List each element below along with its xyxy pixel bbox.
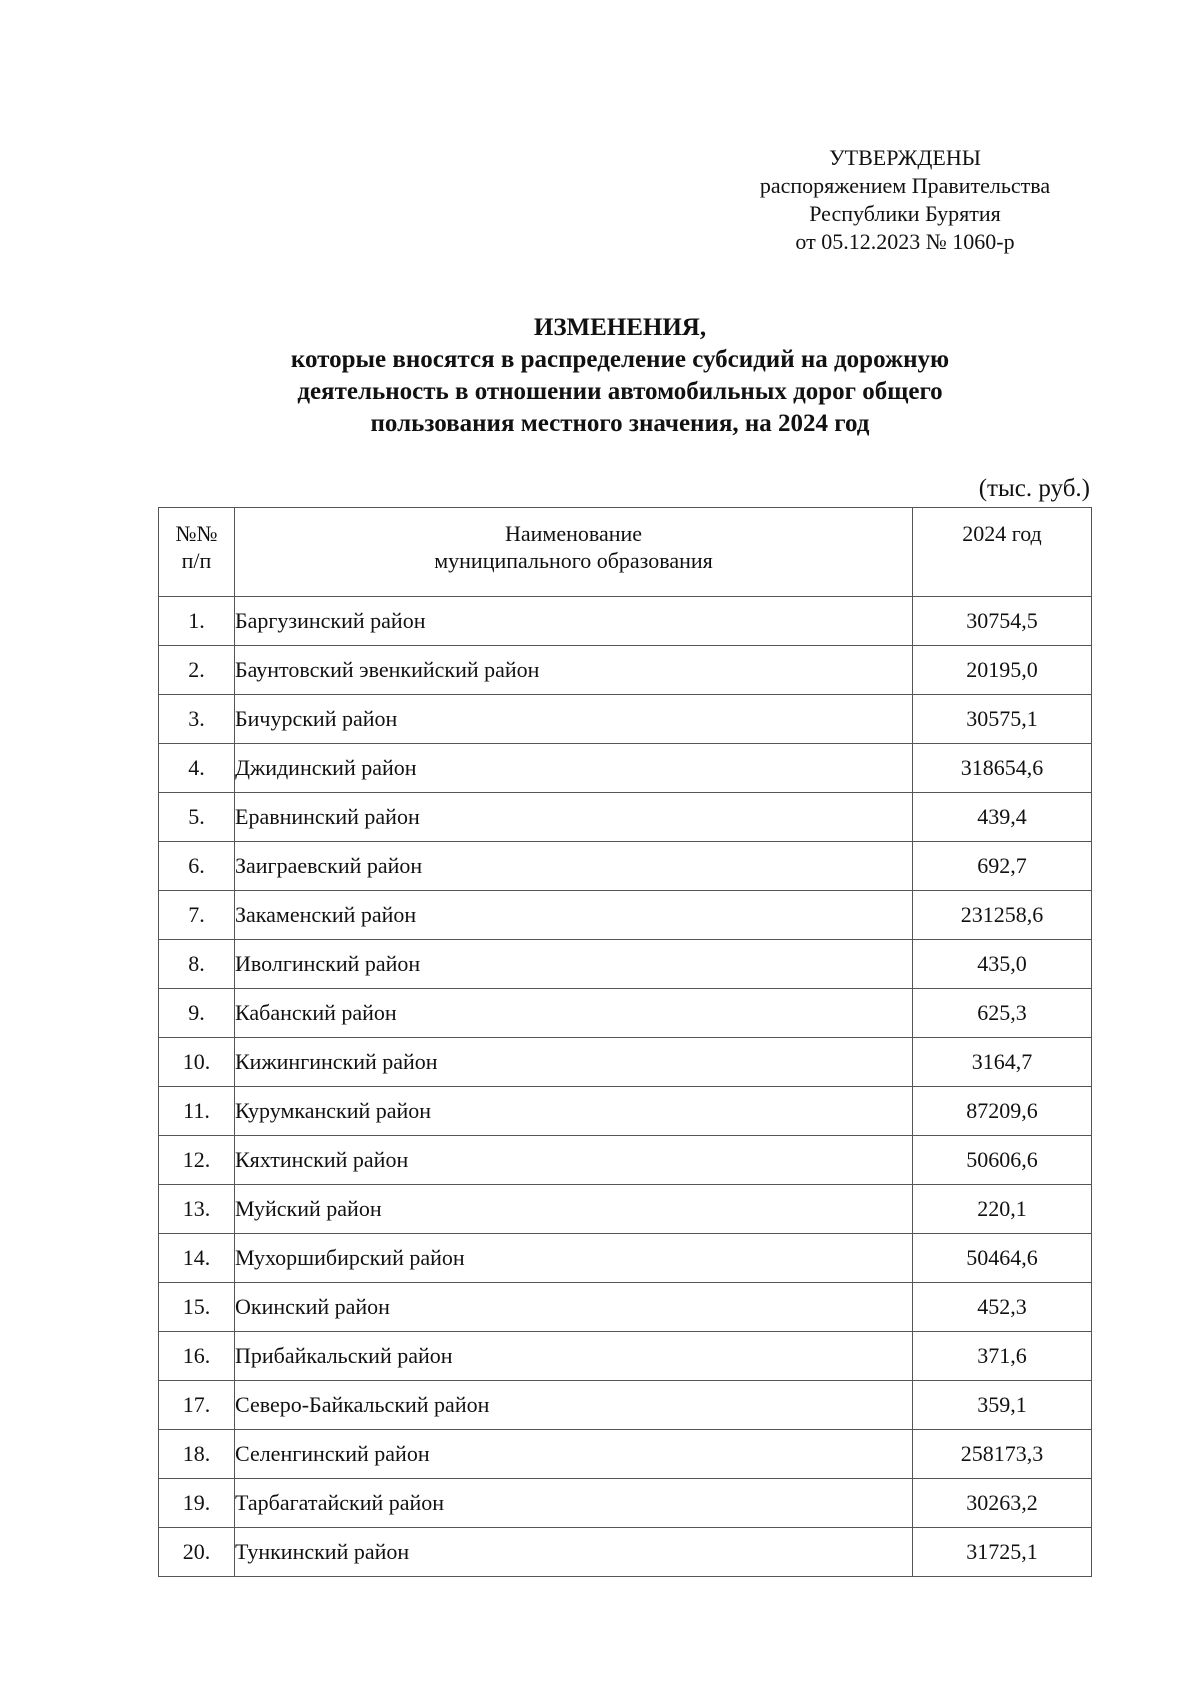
row-number: 2. xyxy=(159,646,235,695)
table-row xyxy=(159,1479,1092,1528)
row-amount: 30754,5 xyxy=(913,597,1092,646)
row-number: 19. xyxy=(159,1479,235,1528)
row-amount: 50464,6 xyxy=(913,1234,1092,1283)
approval-government: Республики Бурятия xyxy=(809,201,1001,226)
header-municipality-line1: Наименование xyxy=(504,521,643,546)
row-number: 14. xyxy=(159,1234,235,1283)
row-number: 6. xyxy=(159,842,235,891)
row-municipality: Бичурский район xyxy=(235,695,913,744)
row-municipality: Муйский район xyxy=(235,1185,913,1234)
row-amount: 20195,0 xyxy=(913,646,1092,695)
row-municipality: Джидинский район xyxy=(235,744,913,793)
title-heading: ИЗМЕНЕНИЯ, xyxy=(533,314,707,341)
row-municipality: Курумканский район xyxy=(235,1087,913,1136)
row-amount: 3164,7 xyxy=(913,1038,1092,1087)
row-number: 13. xyxy=(159,1185,235,1234)
title-line-3: деятельность в отношении автомобильных дорог общего xyxy=(297,378,943,405)
row-number: 7. xyxy=(159,891,235,940)
table-row xyxy=(159,1185,1092,1234)
row-amount: 87209,6 xyxy=(913,1087,1092,1136)
row-amount: 318654,6 xyxy=(913,744,1092,793)
approval-date-number: от 05.12.2023 № 1060-р xyxy=(795,229,1015,254)
approval-heading: УТВЕРЖДЕНЫ xyxy=(829,145,981,170)
row-amount: 231258,6 xyxy=(913,891,1092,940)
table-row xyxy=(159,1283,1092,1332)
table-row xyxy=(159,1430,1092,1479)
row-amount: 625,3 xyxy=(913,989,1092,1038)
table-row xyxy=(159,891,1092,940)
row-amount: 220,1 xyxy=(913,1185,1092,1234)
row-amount: 258173,3 xyxy=(913,1430,1092,1479)
row-municipality: Кижингинский район xyxy=(235,1038,913,1087)
row-amount: 359,1 xyxy=(913,1381,1092,1430)
table-row xyxy=(159,1528,1092,1577)
row-amount: 452,3 xyxy=(913,1283,1092,1332)
header-municipality xyxy=(235,508,913,597)
table-row xyxy=(159,597,1092,646)
row-number: 15. xyxy=(159,1283,235,1332)
approval-issuer: распоряжением Правительства xyxy=(759,173,1051,198)
row-amount: 31725,1 xyxy=(913,1528,1092,1577)
row-municipality: Иволгинский район xyxy=(235,940,913,989)
row-municipality: Селенгинский район xyxy=(235,1430,913,1479)
row-number: 1. xyxy=(159,597,235,646)
table-row xyxy=(159,842,1092,891)
row-number: 18. xyxy=(159,1430,235,1479)
table-header-row xyxy=(159,508,1092,597)
row-amount: 439,4 xyxy=(913,793,1092,842)
row-municipality: Баунтовский эвенкийский район xyxy=(235,646,913,695)
header-number xyxy=(159,508,235,597)
row-number: 3. xyxy=(159,695,235,744)
table-row xyxy=(159,1136,1092,1185)
document-title xyxy=(160,312,1080,440)
title-line-4: пользования местного значения, на 2024 год xyxy=(370,410,870,437)
title-line-2: которые вносятся в распределение субсидий на дорожную xyxy=(290,346,950,373)
table-row xyxy=(159,1332,1092,1381)
row-municipality: Кяхтинский район xyxy=(235,1136,913,1185)
row-municipality: Прибайкальский район xyxy=(235,1332,913,1381)
row-number: 20. xyxy=(159,1528,235,1577)
units-label: (тыс. руб.) xyxy=(978,475,1090,502)
row-amount: 30263,2 xyxy=(913,1479,1092,1528)
approval-stamp xyxy=(700,144,1110,256)
row-number: 11. xyxy=(159,1087,235,1136)
table-row xyxy=(159,1087,1092,1136)
header-municipality-line2: муниципального образования xyxy=(434,548,713,573)
table-row xyxy=(159,1038,1092,1087)
row-municipality: Баргузинский район xyxy=(235,597,913,646)
row-municipality: Окинский район xyxy=(235,1283,913,1332)
row-number: 9. xyxy=(159,989,235,1038)
table-row xyxy=(159,695,1092,744)
row-municipality: Заиграевский район xyxy=(235,842,913,891)
table-row xyxy=(159,1381,1092,1430)
row-amount: 50606,6 xyxy=(913,1136,1092,1185)
row-municipality: Мухоршибирский район xyxy=(235,1234,913,1283)
row-number: 8. xyxy=(159,940,235,989)
row-amount: 435,0 xyxy=(913,940,1092,989)
subsidy-table xyxy=(158,507,1092,1577)
header-number-line1: №№ xyxy=(175,521,218,546)
header-year xyxy=(913,508,1092,597)
row-number: 5. xyxy=(159,793,235,842)
row-municipality: Тарбагатайский район xyxy=(235,1479,913,1528)
row-municipality: Северо-Байкальский район xyxy=(235,1381,913,1430)
row-number: 10. xyxy=(159,1038,235,1087)
table-row xyxy=(159,793,1092,842)
table-row xyxy=(159,1234,1092,1283)
table-row xyxy=(159,744,1092,793)
row-municipality: Еравнинский район xyxy=(235,793,913,842)
row-amount: 30575,1 xyxy=(913,695,1092,744)
row-municipality: Тункинский район xyxy=(235,1528,913,1577)
row-amount: 371,6 xyxy=(913,1332,1092,1381)
header-year-label: 2024 год xyxy=(962,521,1042,546)
header-number-line2: п/п xyxy=(181,548,212,573)
table-row xyxy=(159,989,1092,1038)
row-number: 12. xyxy=(159,1136,235,1185)
row-number: 4. xyxy=(159,744,235,793)
row-number: 16. xyxy=(159,1332,235,1381)
table-row xyxy=(159,940,1092,989)
row-amount: 692,7 xyxy=(913,842,1092,891)
table-row xyxy=(159,646,1092,695)
row-number: 17. xyxy=(159,1381,235,1430)
row-municipality: Закаменский район xyxy=(235,891,913,940)
row-municipality: Кабанский район xyxy=(235,989,913,1038)
